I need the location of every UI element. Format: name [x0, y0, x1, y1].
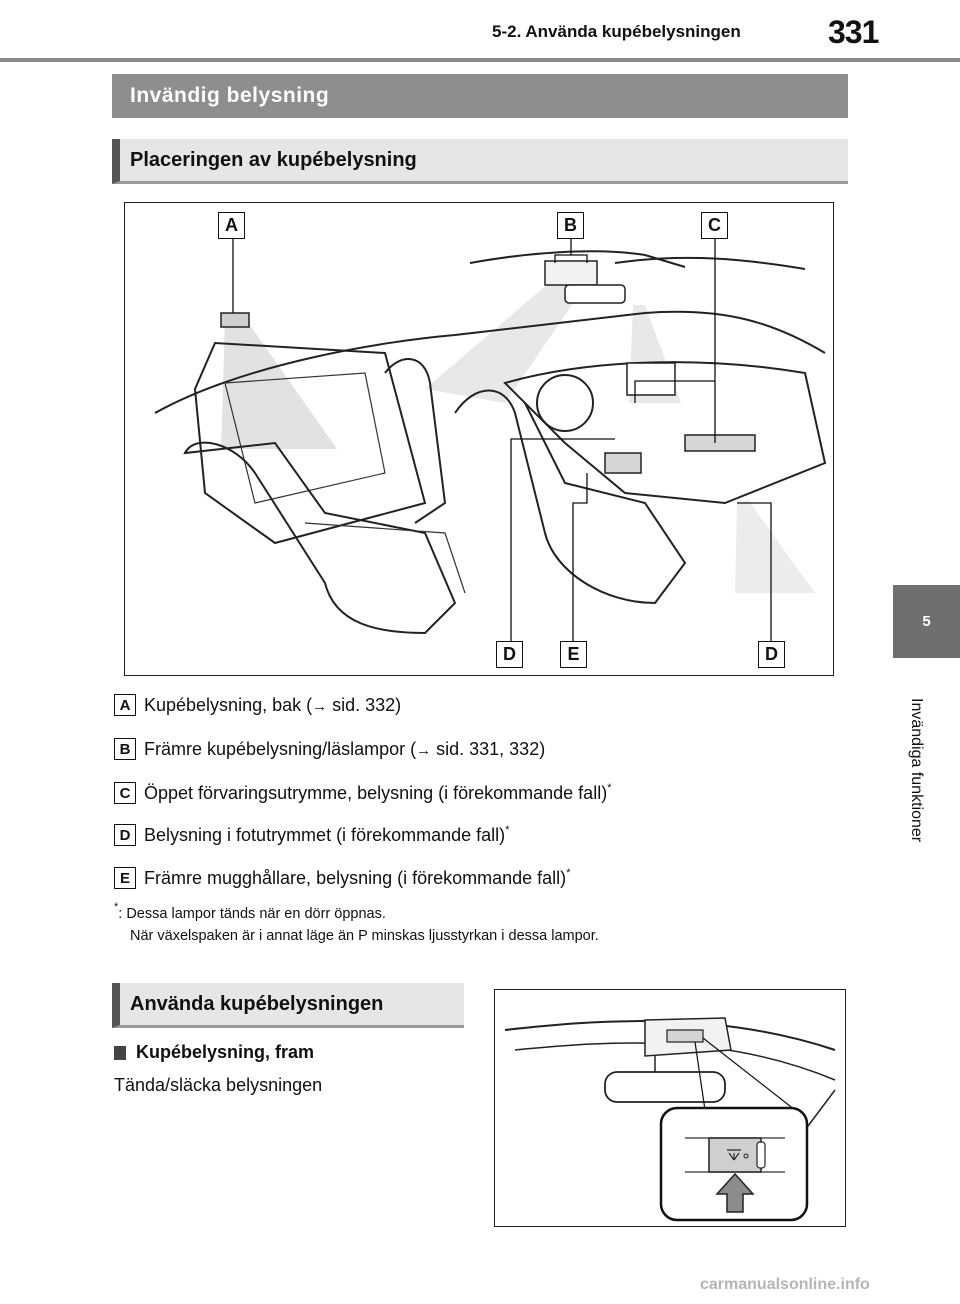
page-header-title: 5-2. Använda kupébelysningen	[492, 22, 741, 41]
chapter-tab[interactable]	[893, 585, 960, 658]
chapter-number: 5	[922, 613, 931, 630]
callout-c: C	[701, 212, 728, 239]
chapter-label: Invändiga funktioner	[908, 697, 925, 843]
subheading	[114, 1042, 314, 1063]
arrow-right-icon: →	[416, 741, 432, 759]
legend-text: Främre mugghållare, belysning (i förekommande fall)*	[144, 866, 571, 888]
interior-lights-figure	[124, 202, 834, 676]
callout-a: A	[218, 212, 245, 239]
legend-key: E	[114, 867, 136, 889]
interior-illustration	[125, 203, 834, 676]
legend-text: Öppet förvaringsutrymme, belysning (i förekommande fall)*	[144, 781, 612, 803]
arrow-right-icon: →	[312, 697, 328, 715]
callout-d-right: D	[758, 641, 785, 668]
light-cone-d	[735, 501, 815, 593]
watermark: carmanualsonline.info	[700, 1276, 870, 1293]
header-divider	[0, 58, 960, 62]
callout-e: E	[560, 641, 587, 668]
footnote	[114, 903, 599, 947]
center-display	[627, 363, 675, 395]
legend-item	[114, 780, 611, 806]
rear-view-mirror	[565, 285, 625, 303]
legend-text: Kupébelysning, bak (→ sid. 332)	[144, 694, 402, 715]
overhead-console	[545, 261, 597, 285]
legend-item	[114, 822, 509, 848]
legend-key: D	[114, 824, 136, 846]
footnote-marker: *	[114, 901, 119, 913]
legend-item	[114, 865, 570, 891]
legend-key: A	[114, 694, 136, 716]
lamp-switch	[667, 1030, 703, 1042]
footnote-line-1: : Dessa lampor tänds när en dörr öppnas.	[118, 906, 386, 922]
rear-view-mirror	[605, 1072, 725, 1102]
legend-text: Främre kupébelysning/läslampor (→ sid. 331, 332)	[144, 738, 546, 759]
light-cone-a	[221, 321, 337, 449]
legend-item	[114, 736, 545, 762]
front-lamp-figure	[494, 989, 846, 1227]
lamp-button	[709, 1138, 761, 1172]
legend-text: Belysning i fotutrymmet (i förekommande fall)*	[144, 823, 510, 845]
subheading-text: Kupébelysning, fram	[136, 1042, 315, 1062]
square-bullet-icon	[114, 1046, 126, 1060]
footnote-line-2: När växelspaken är i annat läge än P minskas ljusstyrkan i dessa lampor.	[130, 928, 599, 944]
open-storage-c	[685, 435, 755, 451]
section-banner: Invändig belysning	[112, 74, 848, 118]
callout-d-left: D	[496, 641, 523, 668]
body-text: Tända/släcka belysningen	[114, 1075, 323, 1095]
legend-item	[114, 692, 401, 718]
subsection-location-heading: Placeringen av kupébelysning	[112, 139, 848, 184]
rear-lamp-a	[221, 313, 249, 327]
cup-holder-e	[605, 453, 641, 473]
callout-b: B	[557, 212, 584, 239]
page-number: 331	[828, 14, 879, 50]
legend-key: C	[114, 782, 136, 804]
subsection-use-heading: Använda kupébelysningen	[112, 983, 464, 1028]
steering-wheel	[537, 375, 593, 431]
legend-key: B	[114, 738, 136, 760]
front-lamp-illustration	[495, 990, 846, 1227]
